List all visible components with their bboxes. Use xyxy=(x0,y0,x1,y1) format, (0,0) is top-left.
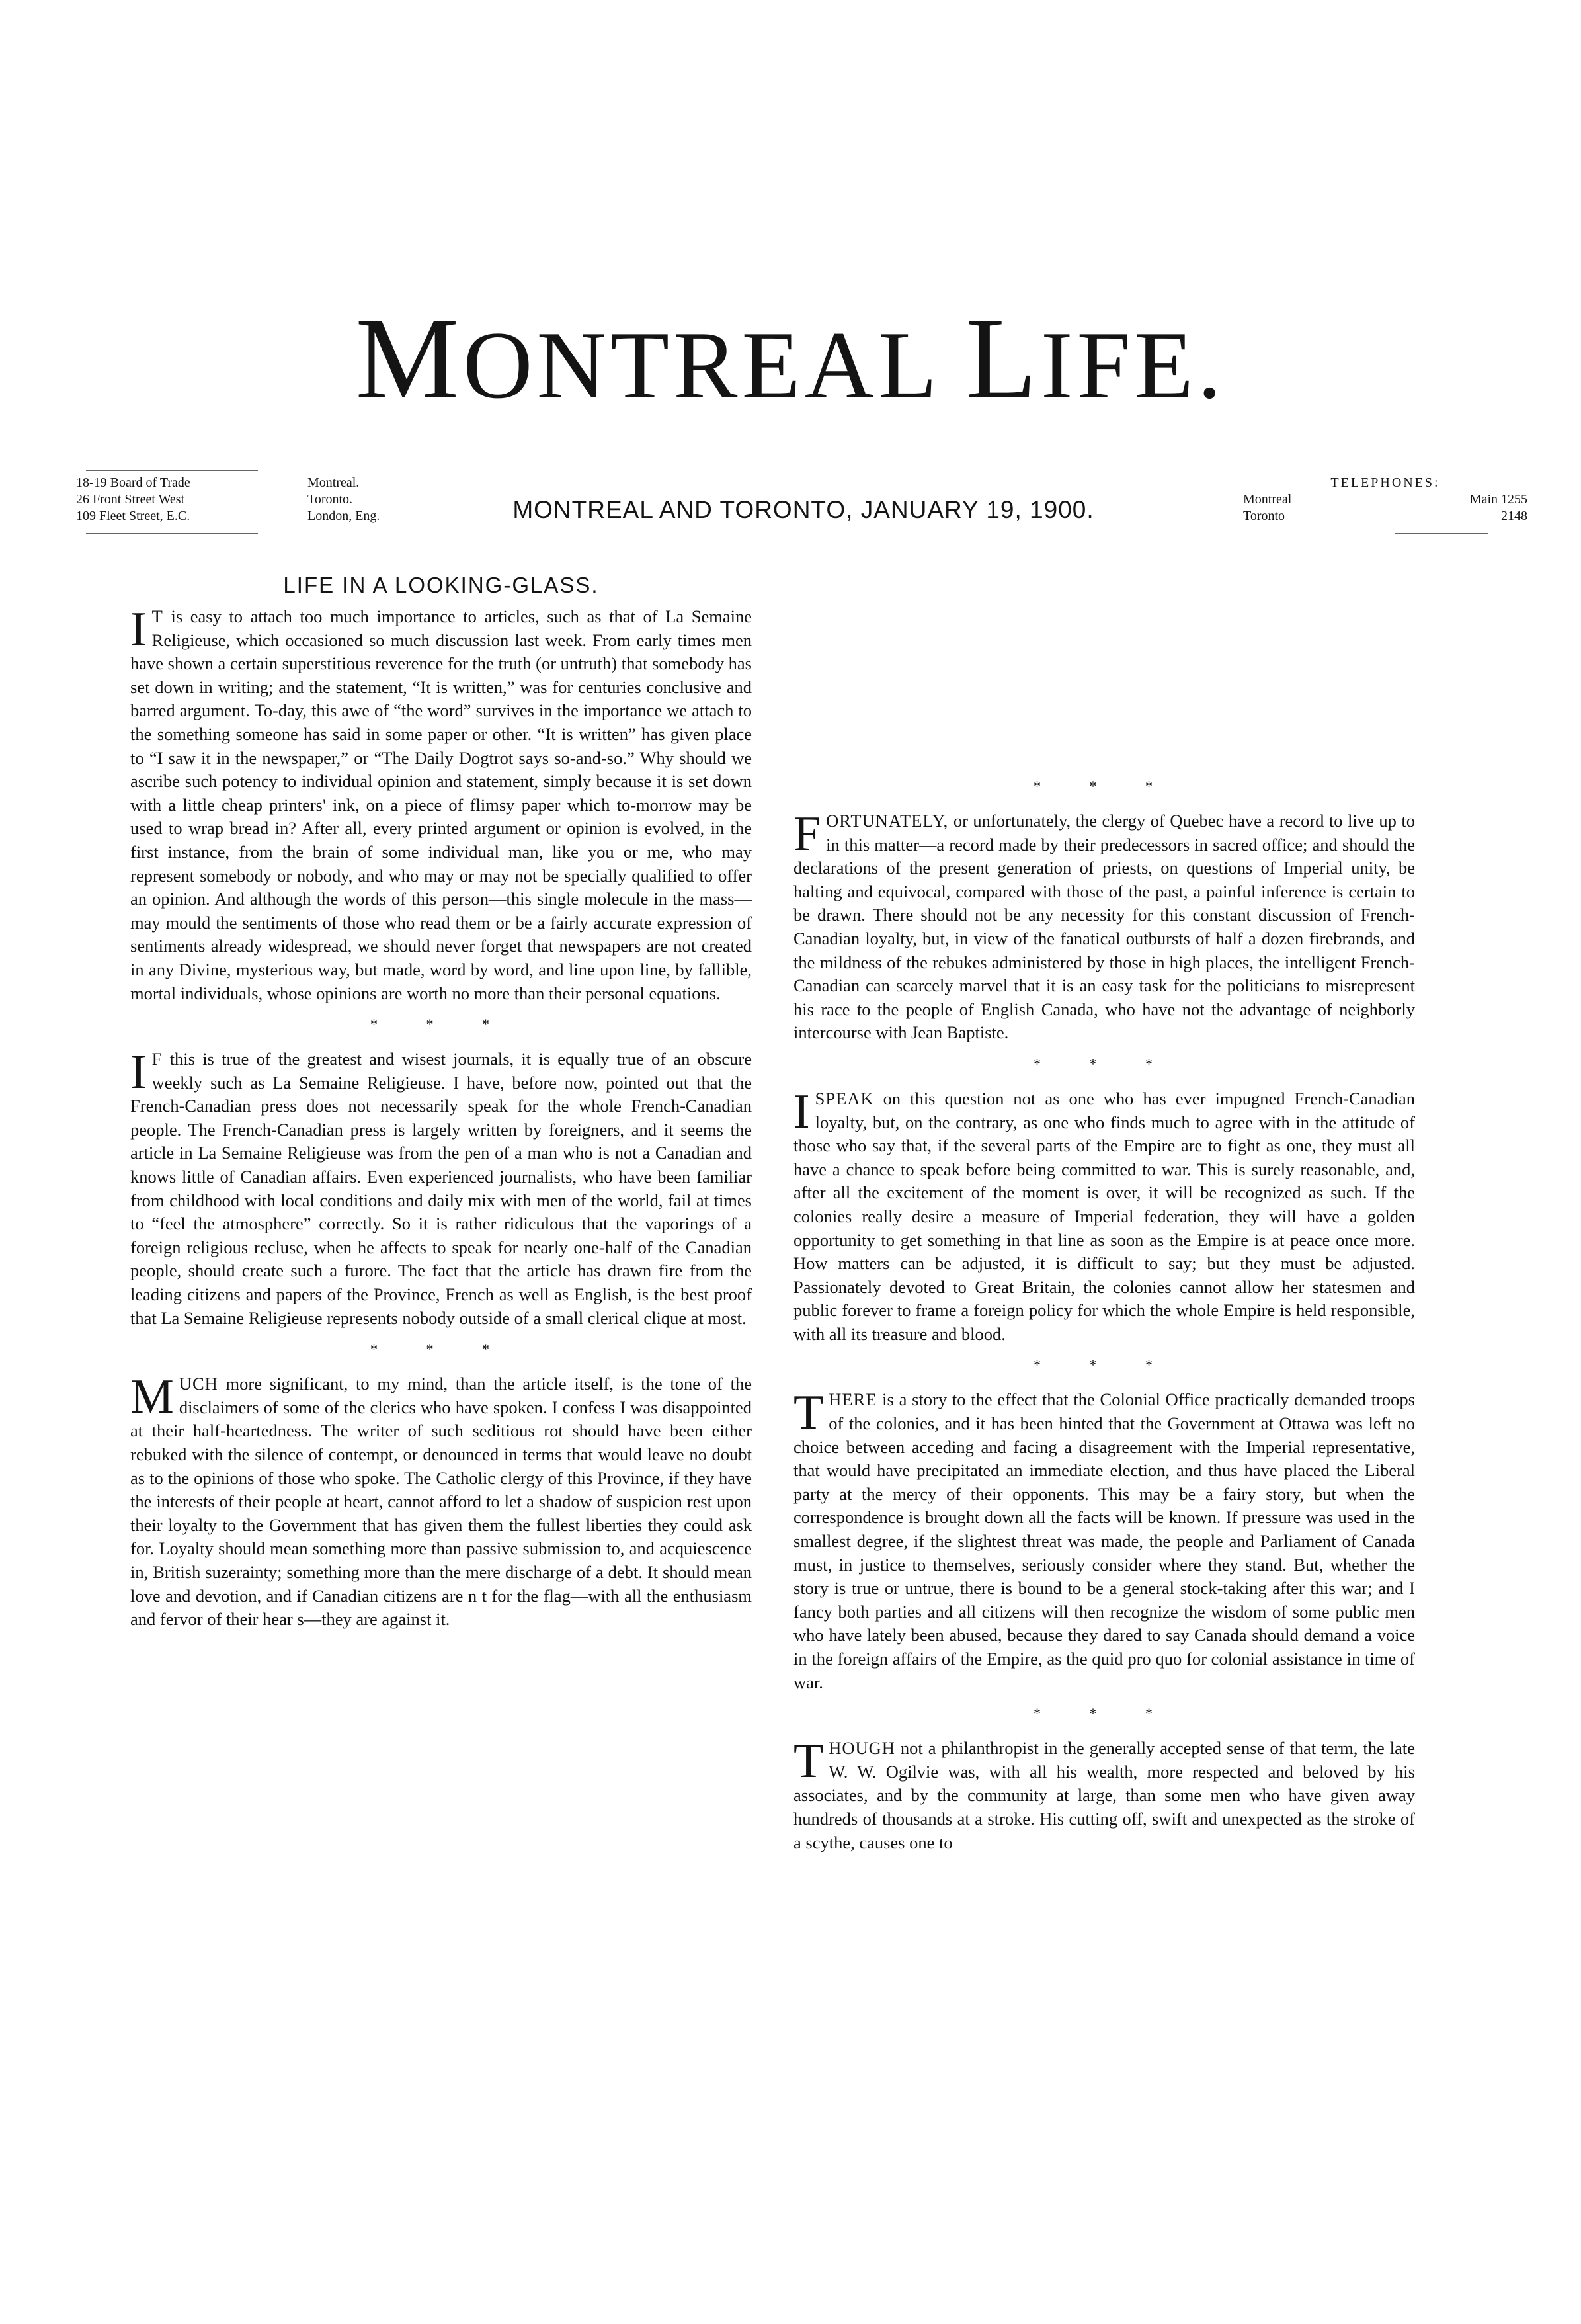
article-paragraph: I T is easy to attach too much importance to articles, such as that of La Semaine Religieuse, which occasioned so much discussion last week. From early times men have shown a certain superstitious reverence for the truth (or untruth) that somebody has set down in writing; and the statement, “It is written,” was for centuries conclusive and barred argument. To-day, this awe of “the word” survives in the importance we attach to the something someone has said in some paper or other. “It is written” has given place to “I saw it in the newspaper,” or “The Daily Dogtrot says so-and-so.” Why should we ascribe such potency to individual opinion and statement, simply because it is set down with a little cheap printers' ink, on a piece of flimsy paper which to-morrow may be used to wrap bread in? After all, every printed argument or opinion is evolved, in the first instance, from the brain of some individual man, like you or me, who may represent somebody or nobody, and who may or may not be specially qualified to offer an opinion. And although the words of this person—this single molecule in the mass—may mould the sentiments of those who read them or be a fairly accurate expression of sentiments already widespread, we should never forget that newspapers are not created in any Divine, mysterious way, but made, word by word, and line upon line, by fallible, mortal individuals, whose opinions are worth no more than their personal equations. xyxy=(130,602,752,1003)
masthead-word-1: ONTREAL xyxy=(463,311,966,419)
telephone-box xyxy=(1243,475,1527,524)
section-divider: * * * xyxy=(370,1016,512,1033)
masthead-initial-m: M xyxy=(355,294,464,423)
header-rule xyxy=(86,470,258,471)
telephone-row: Toronto 2148 xyxy=(1243,509,1527,523)
article-paragraph: THERE is a story to the effect that the Colonial Office practically demanded troops of the colonies, and it has been hinted that the Government at Ottawa was left no choice between acceding and facing a disagreement with the Imperial representative, that would have precipitated an immediate election, and thus have placed the Liberal party at the mercy of their opponents. This may be a fairy story, but when the correspondence is brought down all the facts will be known. If pressure was used in the smallest degree, if the slightest threat was made, the people and Parliament of Canada must, in justice to themselves, seriously consider where they stand. But, whether the story is true or untrue, there is bound to be a general stock-taking after this war; and I fancy both parties and all citizens will then recognize the wisdom of some public men who have lately been abused, because they dared to say Canada should demand a voice in the foreign affairs of the Empire, as the quid pro quo for colonial assistance in time of war. xyxy=(793,1386,1415,1692)
article-paragraph: THOUGH not a philanthropist in the generally accepted sense of that term, the late W. W. Ogilvie was, with all his wealth, more respected and beloved by his associates, and by the community at large, than some men who have given away hundreds of thousands at a stroke. His cutting off, swift and unexpected as the stroke of a scythe, causes one to xyxy=(793,1734,1415,1852)
masthead-title xyxy=(0,294,1581,423)
telephones-label: TELEPHONES: xyxy=(1330,476,1440,490)
section-divider: * * * xyxy=(1034,778,1175,794)
article-paragraph: FORTUNATELY, or unfortunately, the clergy of Quebec have a record to live up to in this matter—a record made by their predecessors in sacred office; and should the declarations of the present generation of priests, on questions of Imperial unity, be halting and equivocal, compared with those of the past, a painful inference is certain to be drawn. There should not be any necessity for this constant discussion of French-Canadian loyalty, but, in view of the fanatical outbursts of half a dozen firebrands, and the mildness of the rebukes administered by those in high places, the intelligent French-Canadian can scarcely marvel that it is an easy task for the politicians to misrepresent his race to the people of English Canada, who have not the advantage of neighborly intercourse with Jean Baptiste. xyxy=(793,807,1415,1043)
article-paragraph: I F this is true of the greatest and wisest journals, it is equally true of an obscure weekly such as La Semaine Religieuse. I have, before now, pointed out that the French-Canadian press does not necessarily speak for the whole French-Canadian people. The French-Canadian press is largely written by foreigners, and it seems the article in La Semaine Religieuse was from the pen of a man who is not a Canadian and knows little of Canadian affairs. Even experienced journalists, who have been familiar from childhood with local conditions and daily mix with men of the world, fail at times to “feel the atmosphere” correctly. So it is rather ridiculous that the vaporings of a foreign religious recluse, when he affects to speak for nearly one-half of the Canadian people, should create such a furore. The fact that the article has drawn fire from the leading citizens and papers of the Province, French as well as English, is the best proof that La Semaine Religieuse represents nobody outside of a small clerical clique at most. xyxy=(130,1045,752,1328)
drop-cap: I xyxy=(130,1045,147,1100)
dateline: MONTREAL AND TORONTO, JANUARY 19, 1900. xyxy=(512,496,1094,523)
drop-cap: I xyxy=(130,602,147,657)
header-rule xyxy=(86,533,258,534)
office-addresses xyxy=(76,475,446,524)
masthead-initial-l: L xyxy=(965,294,1041,423)
section-divider: * * * xyxy=(1034,1356,1175,1374)
section-divider: * * * xyxy=(1034,1705,1175,1722)
drop-cap: T xyxy=(793,1734,824,1789)
telephone-row: Montreal Main 1255 xyxy=(1243,492,1527,507)
article-title: LIFE IN A LOOKING-GLASS. xyxy=(283,573,599,597)
section-divider: * * * xyxy=(1034,1055,1175,1072)
address-row: 18-19 Board of Trade Montreal. xyxy=(76,476,360,490)
right-column xyxy=(793,767,1415,1854)
masthead-word-2: IFE. xyxy=(1040,311,1226,419)
address-row: 26 Front Street West Toronto. xyxy=(76,492,353,507)
drop-cap: T xyxy=(793,1386,824,1440)
header-rule xyxy=(1395,533,1488,534)
article-paragraph: MUCH more significant, to my mind, than the article itself, is the tone of the disclaimers of some of the clerics who have spoken. I confess I was disappointed at their half-heartedness. The writer of such seditious rot should have been either rebuked with the silence of contempt, or denounced in terms that would leave no doubt as to the opinions of those who spoke. The Catholic clergy of this Province, if they have the interests of their people at heart, cannot afford to let a shadow of suspicion rest upon their loyalty to the Government that has given them the fullest liberties they could ask for. Loyalty should mean something more than passive submission to, and acquiescence in, British suzerainty; something more than the mere discharge of a debt. It should mean love and devotion, and if Canadian citizens are n t for the flag—with all the enthusiasm and fervor of their hear s—they are against it. xyxy=(130,1370,752,1630)
drop-cap: M xyxy=(130,1370,174,1425)
left-column xyxy=(130,572,752,1632)
section-divider: * * * xyxy=(370,1341,512,1358)
address-row: 109 Fleet Street, E.C. London, Eng. xyxy=(76,509,380,523)
drop-cap: F xyxy=(793,807,821,861)
article-paragraph: I SPEAK on this question not as one who has ever impugned French-Canadian loyalty, but, on the contrary, as one who finds much to agree with in the attitude of those who say that, if the several parts of the Empire are to fight as one, they must all have a chance to speak before being committed to war. This is surely reasonable, and, after all the excitement of the moment is over, it will be recognized as such. If the colonies really desire a measure of Imperial federation, they will have a golden opportunity to get something in that line as soon as the Empire is at peace once more. How matters can be adjusted, it is difficult to say; but they must be adjusted. Passionately devoted to Great Britain, the colonies cannot allow her statesmen and public forever to frame a foreign policy for which the whole Empire is held responsible, with all its treasure and blood. xyxy=(793,1084,1415,1344)
drop-cap: I xyxy=(793,1084,810,1139)
